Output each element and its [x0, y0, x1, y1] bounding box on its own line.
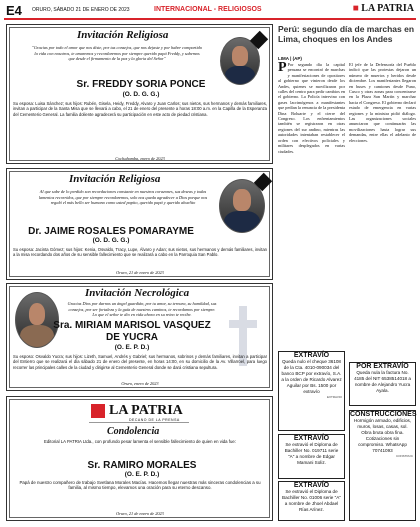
- card-title: Invitación Necrológica: [85, 287, 190, 299]
- invitation-card-jaime: [6, 168, 273, 280]
- ad-body: Se extravió el Diploma de Bachiller No. 019711 serie "A" a nombre de Edgar Mamani Soliz.: [284, 442, 339, 465]
- la-patria-logo: LA PATRIA DECANO DE LA PRENSA: [89, 401, 189, 423]
- ad-body: Hormigón armado, edificios, muros, losas, casas, sol. Obra bruta obra fina. Cotizaciones sin compromiso. WhatsApp 70741093: [353, 418, 412, 453]
- deceased-name: Sr. RAMIRO MORALES: [87, 460, 197, 471]
- news-byline: LIMA | (AP): [278, 56, 302, 61]
- classified-ad: [278, 351, 345, 431]
- news-column-2: El jefe de la Defensoría del Pueblo indicó que las protestas dejaron un número de muertos y heridos desde diciembre. Los manifestantes llegaron en buses y camiones desde Puno, Cusco y otras zonas para concentrarse en la Plaza San Martín y marchar hacia el Congreso. El gobierno declaró estado de emergencia en varias regiones y la ministra pidió diálogo. Las organizaciones sociales anunciaron que continuarán las movilizaciones hasta lograr sus demandas, entre ellas el adelanto de elecciones.: [349, 62, 416, 143]
- card-verse: "Gracias por todo el amor que nos diste, por tus consejos, que nos dejaste y por haber compartido la vida con nosotros, te amaremos y recordaremos por siempre querido papá Freddy, y sabemos que desde el firmamento de la paz y la gloria del Señor": [32, 45, 202, 61]
- ad-title: POR EXTRAVÍO: [356, 363, 409, 370]
- newspaper-logo: ■ LA PATRIA: [352, 3, 414, 14]
- card-body: Su esposo: Osvaldo Yucra; sus hijos: Lizeth, Samuel, Andrés y Gabriel; sus hermanos, sobrinos y demás familiares, invitan a participar del Entierro que se realizará el día sábado 21 de enero del presente, en horas 14:00, en su domicilio de la Av. Villarroel, para luego recorrer las principales calles de la ciudad y dirigirse al Cementerio General donde se dará cristiana sepultura.: [13, 354, 267, 370]
- condolence-card-ramiro: [6, 396, 273, 521]
- page-header: [4, 2, 416, 20]
- card-title: Invitación Religiosa: [69, 173, 161, 185]
- news-column-1: P Por segundo día la capital peruana se encontró de marchas y manifestaciones de opositores al gobierno que vinieron desde los Andes, quienes se movilizaron por calles del centro para pedir cambios en el gobierno. La Policía intervino con gases lacrimógenos a manifestantes que pedían la renuncia de la presidenta Dina Boluarte y el cierre del Congreso. Los enfrentamientos también se registraron en otras regiones del sur andino, mientras las autoridades intentaban restablecer el orden con efectivos policiales y militares desplegados en varias ciudades.: [278, 60, 345, 154]
- ad-body: Queda nula la factura No. 4185 del NIT 6538514018 a nombre de Alejandro Yucra Ayala.: [354, 370, 411, 393]
- deceased-name: Sra. MIRIAM MARISOL VASQUEZ DE YUCRA: [53, 320, 211, 343]
- news-headline: Perú: segundo día de marchas en Lima, choques en los Andes: [278, 24, 415, 44]
- card-intro: Editorial LA PATRIA Ltda., con profundo pesar lamenta el sensible fallecimiento de quien en vida fue:: [44, 439, 236, 444]
- card-body: Papá de nuestro compañero de trabajo Svetlana Morales Macías. Hacemos llegar nuestras más sinceras condolencias a su familia, al mismo tiempo, elevamos una oración para su eterno descanso.: [19, 480, 261, 491]
- deceased-ode: (O. E. P. D.): [124, 471, 160, 478]
- card-footer: Oruro, 21 de enero de 2023: [116, 511, 164, 516]
- card-title: Invitación Religiosa: [77, 29, 169, 41]
- ad-body: Se extravió el Diploma de Bachiller No. 01006 serie "A" a nombre de Jhoel Abdael Rías Arínez.: [282, 489, 341, 512]
- deceased-ode: (O. D. G. G.): [92, 237, 130, 244]
- card-verse: Gracias Dios por darnos un ángel guardián, por tu amor, su ternura, su humildad, sus consejos, por ser fortaleza y la guía de nuestros caminos, te recordamos por siempre. Lo que el señor te dio en vida ahora en su reino te recibe.: [67, 301, 217, 317]
- classified-ad: [278, 434, 345, 479]
- logo-mark-icon: [91, 404, 105, 418]
- deceased-ode: (O. E. P. D.): [114, 344, 150, 351]
- classified-ad: [349, 362, 416, 406]
- page-number: E4: [6, 3, 22, 18]
- necrology-card-miriam: [6, 283, 273, 391]
- card-verse: Al que sabe de lo perdido son recordaciones constante en nuestros corazones, sus deseas y todas lamentos recorridos, que por siempre recordaremos, solo nos queda agradecer a Dios porque nos regaló el más bello ser humano como usted papito, querido papá y querido abuelito: [38, 189, 208, 205]
- classified-ad: [349, 410, 416, 521]
- card-title: Condolencia: [107, 426, 160, 437]
- card-footer: Oruro, enero de 2023: [121, 381, 159, 386]
- ad-body: Queda nulo el cheque 36108 de la Cta. 4010-090034 del banco BCP por extravío, S.A. a la orden de Ricardo Alvarez Aguilar por Bs. 1500 por extravío: [281, 359, 342, 394]
- ad-code: EXTRAVIO: [327, 395, 342, 399]
- deceased-name: Sr. FREDDY SORIA PONCE: [76, 79, 206, 90]
- classified-ad: [278, 481, 345, 521]
- deceased-name: Dr. JAIME ROSALES POMARAYME: [28, 226, 194, 237]
- card-footer: Cochabamba, enero de 2023: [115, 156, 165, 161]
- ad-title: EXTRAVÍO: [293, 435, 330, 442]
- deceased-ode: (O. D. G. G.): [122, 91, 160, 98]
- ad-title: CONSTRUCCIONES: [350, 411, 417, 418]
- card-body: Su esposa: Luisa Sánchez; sus hijos: Rubén, Gisela, Heidy, Freddy, Alvaro y Juan Carlos; sus nietos, sus hermanos y demás familiares, invitan a participar de la Santa Misa que se llevará a cabo, el 21 de enero del presente a horas 18:00 a.m. en la Capilla de la Esperanza del Cementerio General. La familia doliente agradecerá su participación en este acto de piedad cristiana.: [13, 101, 267, 117]
- section-title: INTERNACIONAL - RELIGIOSOS: [154, 6, 262, 13]
- card-footer: Oruro, 21 de enero de 2023: [116, 270, 164, 275]
- ad-code: CONSTRUC: [396, 454, 413, 458]
- card-body: Su esposa: Jacinta Gómez; sus hijos: Kenia, Osvaldo, Tracy, Lupe, Álvaro y Adan; sus nietos, sus hermanos y demás familiares, invitan a la misa recordando dos años de su sensible fallecimiento que se realizará a cabo en la Parroquia San Pablo.: [13, 247, 267, 258]
- ad-title: EXTRAVÍO: [293, 482, 330, 489]
- ad-title: EXTRAVÍO: [293, 352, 330, 359]
- invitation-card-freddy: [6, 24, 273, 164]
- header-date: ORURO, SÁBADO 21 DE ENERO DE 2023: [32, 7, 130, 13]
